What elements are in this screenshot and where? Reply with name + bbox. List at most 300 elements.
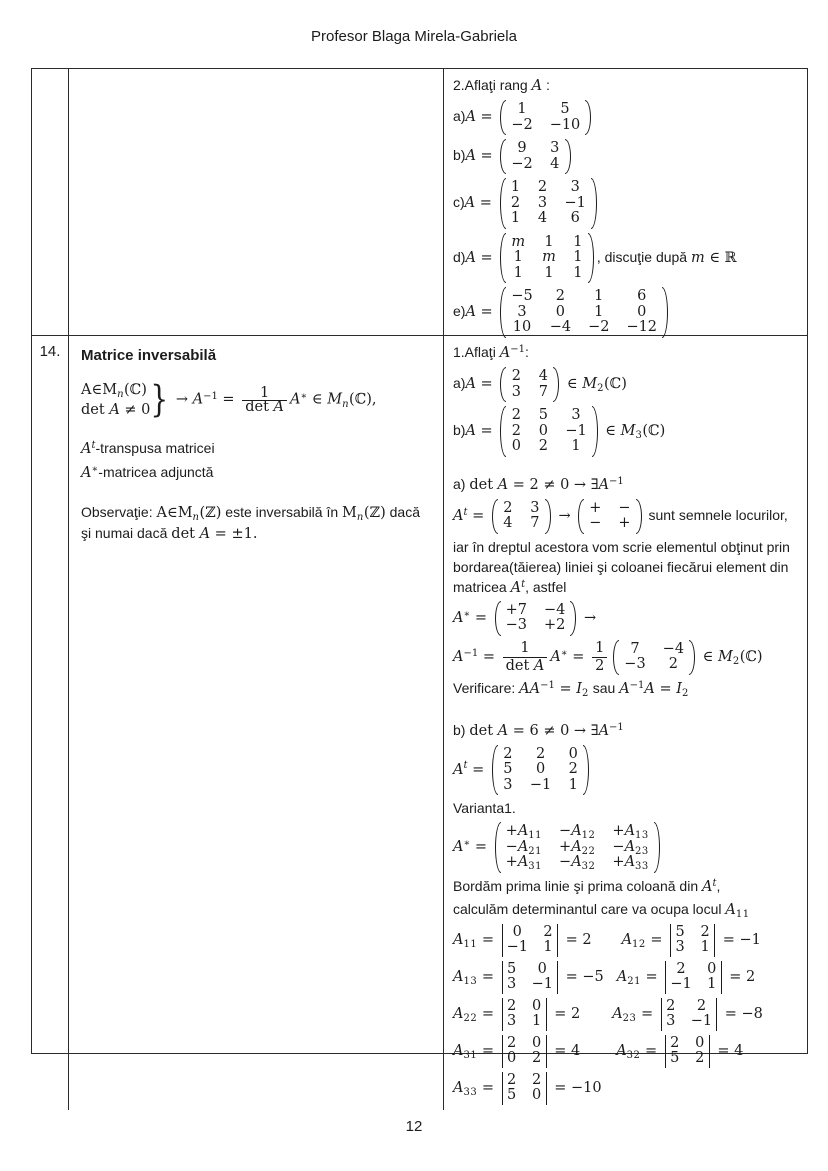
matrix-cell	[695, 1051, 705, 1067]
matrix	[500, 139, 570, 174]
matrix-entry: 1	[568, 776, 578, 793]
text-segment: det	[171, 526, 200, 542]
matrix-entry: 1	[510, 210, 521, 226]
row-number-cell	[32, 69, 69, 336]
matrix-entry: 2	[543, 923, 553, 940]
content-line	[453, 798, 801, 819]
matrix-entry: −4	[662, 640, 685, 657]
subscript: 11	[735, 908, 750, 920]
matrix-entry: 0	[531, 1087, 542, 1103]
matrix-cell	[511, 196, 521, 212]
matrix-cell	[530, 501, 540, 517]
matrix-cell	[544, 603, 565, 619]
matrix-cell	[707, 962, 717, 978]
text-segment: det	[469, 476, 498, 493]
text-segment: Varianta1.	[453, 800, 516, 816]
text-segment: calculăm determinantul care va ocupa locul	[453, 900, 726, 917]
matrix-cell	[511, 369, 521, 385]
bar-fence-r	[546, 998, 547, 1031]
matrix-entry: 1	[573, 233, 583, 250]
matrix-cell	[511, 424, 521, 440]
stacked-conditions	[81, 380, 150, 420]
matrix	[495, 822, 660, 873]
matrix-cell	[532, 1088, 542, 1104]
matrix-entry: 2	[511, 368, 521, 384]
paren-fence-r	[591, 178, 597, 229]
matrix-cell	[532, 1014, 542, 1030]
text-segment: det	[505, 657, 534, 674]
matrix-cell	[568, 762, 578, 778]
content-line	[453, 821, 801, 874]
subscript: 13	[463, 975, 478, 987]
text-segment: , astfel	[525, 578, 567, 595]
matrix-entry: 0	[568, 745, 578, 762]
matrix-cell	[511, 385, 521, 401]
text-segment: =	[475, 422, 498, 439]
matrix-cell	[618, 516, 630, 532]
text-segment: 1.Aflaţi	[453, 344, 500, 360]
matrix-entry: 1	[573, 249, 583, 265]
math-variable: A	[531, 78, 543, 94]
matrix-cell	[626, 320, 657, 336]
matrix-cell	[559, 824, 595, 840]
math-variable: A	[499, 345, 511, 361]
matrix-cell	[588, 289, 609, 305]
text-segment: = ±1.	[210, 526, 258, 542]
matrix-entry: 1	[707, 976, 717, 992]
content-line	[453, 177, 801, 230]
math-variable: A	[624, 854, 636, 870]
matrix-cell	[670, 1051, 680, 1067]
matrix-entry: 5	[503, 761, 513, 777]
matrix-entry: m	[511, 233, 526, 250]
paren-fence-r	[654, 822, 660, 873]
math-variable: A	[571, 823, 582, 839]
matrix-entry: 2	[568, 761, 578, 777]
matrix-cell	[506, 603, 527, 619]
matrix-cell	[507, 977, 517, 993]
matrix-cell	[511, 289, 532, 305]
matrix-cell	[542, 266, 556, 282]
exercises-cell	[444, 69, 807, 336]
matrix-entry: 2	[531, 1071, 542, 1088]
matrix-cell	[670, 977, 691, 993]
subscript: 31	[528, 861, 543, 872]
text-segment: 2.Aflaţi rang	[453, 77, 532, 93]
subscript: 3	[635, 429, 643, 441]
matrix-entry: 0	[637, 303, 647, 320]
text-segment: = −10	[549, 1079, 602, 1096]
matrix-entry: 1	[513, 249, 523, 265]
matrix-cell	[565, 180, 586, 196]
text-segment: (ℂ)	[124, 382, 147, 398]
matrix-entry: 5	[560, 101, 570, 117]
superscript: ∗	[560, 647, 568, 659]
matrix-cell	[507, 940, 528, 956]
matrix-cell	[511, 102, 532, 118]
text-segment: =	[654, 680, 677, 697]
content-line	[453, 498, 801, 535]
text-segment: ∈	[307, 391, 328, 408]
matrix-cell	[588, 305, 609, 321]
matrix-cell	[538, 385, 548, 401]
matrix	[613, 640, 695, 675]
content-line	[81, 438, 433, 460]
subscript: 12	[632, 938, 646, 950]
stack-row	[81, 400, 150, 420]
matrix-cell	[530, 516, 540, 532]
text-segment: = 2	[560, 931, 592, 948]
math-variable: A	[624, 838, 636, 855]
math-variable: A	[465, 422, 476, 439]
paren-fence-r	[588, 233, 594, 284]
matrix-cell	[503, 501, 513, 517]
math-variable: A	[517, 838, 529, 855]
matrix-entry: 0	[531, 1034, 542, 1051]
math-variable: AA	[519, 680, 541, 697]
matrix-cell	[568, 747, 578, 763]
matrix-entry: 5	[670, 1050, 680, 1066]
matrix-entry: 2	[535, 745, 546, 762]
text-segment: =	[470, 838, 492, 855]
matrix-entry: 1	[543, 939, 553, 955]
subscript: 32	[581, 861, 596, 872]
math-variable: A	[453, 968, 464, 985]
text-segment: (ℂ)	[739, 648, 763, 665]
matrix-entry: 0	[555, 303, 565, 320]
matrix-cell	[507, 962, 517, 978]
text-segment: ,	[716, 877, 721, 894]
text-segment: =	[470, 609, 492, 626]
matrix-cell	[565, 211, 586, 227]
subscript: n	[192, 512, 200, 523]
matrix-entry: 0	[537, 960, 547, 977]
matrix-cell	[707, 977, 717, 993]
matrix-entry: 7	[538, 383, 548, 400]
matrix-cell	[503, 762, 513, 778]
bar-fence-r	[716, 998, 717, 1031]
matrix-cell	[626, 305, 657, 321]
subscript: 2	[581, 687, 589, 699]
determinant	[665, 1035, 710, 1068]
math-variable: M	[718, 648, 733, 665]
text-segment: −	[559, 823, 572, 839]
text-segment: =	[477, 968, 499, 985]
text-segment: =	[645, 931, 668, 948]
text-segment: =	[640, 968, 663, 985]
matrix-entry: 5	[506, 960, 517, 977]
superscript: ∗	[463, 608, 471, 620]
text-segment: 1	[259, 384, 270, 401]
matrix-entry: 1	[531, 1013, 542, 1029]
matrix-entry: 2	[510, 194, 521, 211]
determinant	[670, 924, 715, 957]
text-segment: d)	[453, 248, 466, 265]
superscript: −1	[540, 679, 555, 691]
text-segment: ∈ ℝ	[704, 249, 737, 266]
text-segment: =	[475, 109, 498, 126]
text-segment: =	[477, 931, 499, 948]
text-segment: sunt semnele locurilor,	[644, 506, 788, 523]
math-variable: A	[598, 476, 610, 493]
text-segment: =	[640, 1042, 662, 1059]
matrix-cell	[511, 408, 521, 424]
matrix-entry: 2	[511, 422, 521, 439]
determinant	[502, 924, 558, 957]
math-variable: A	[619, 680, 630, 697]
text-segment: =	[636, 1005, 658, 1022]
matrix-entry: −2	[511, 116, 533, 133]
matrix-entry: 5	[506, 1087, 517, 1103]
paren-fence-r	[592, 406, 598, 457]
matrix-entry: 1	[544, 264, 554, 281]
matrix-cell	[544, 618, 565, 634]
fraction-numerator	[593, 640, 606, 657]
matrix-entry: 5	[538, 407, 548, 423]
matrix-entry: −	[618, 499, 631, 516]
subscript: 31	[463, 1049, 478, 1061]
matrix-cell	[530, 747, 551, 763]
text-segment: +	[612, 823, 625, 839]
matrix-entry: 1	[571, 438, 581, 454]
content-line	[453, 720, 801, 742]
math-variable: A	[624, 823, 636, 839]
matrix-entry: −3	[505, 617, 528, 633]
math-variable: A	[453, 507, 464, 524]
matrix-cell	[532, 1073, 542, 1089]
matrix-cell	[532, 999, 542, 1015]
matrix-entry: 1	[573, 264, 583, 281]
text-segment: Bordăm prima linie şi prima coloană din	[453, 877, 702, 894]
matrix	[495, 601, 577, 636]
subscript: 11	[463, 938, 478, 950]
matrix-cell	[530, 762, 551, 778]
text-segment: ∈	[698, 648, 718, 665]
superscript: ∗	[91, 464, 99, 475]
matrix-cell	[503, 747, 513, 763]
matrix-entry: 4	[550, 155, 560, 172]
matrix-entry: 2	[695, 1050, 705, 1066]
content-line	[81, 377, 433, 421]
matrix-entry: 1	[513, 264, 523, 281]
subscript: 22	[463, 1012, 478, 1024]
text-segment: :	[542, 77, 550, 93]
matrix-entry: 2	[506, 1034, 517, 1051]
paren-fence-r	[565, 139, 571, 174]
text-segment: (ℂ)	[642, 422, 666, 439]
subscript: n	[342, 398, 350, 410]
text-segment: ∈	[600, 422, 621, 439]
text-segment: = 4	[549, 1042, 581, 1059]
matrix	[500, 100, 591, 135]
text-segment: =	[217, 391, 240, 408]
matrix-cell	[538, 439, 548, 455]
content-line	[453, 923, 801, 958]
matrix-entry: 4	[503, 515, 513, 531]
math-variable: A	[571, 854, 582, 870]
matrix-cell	[506, 824, 542, 840]
text-segment: M	[342, 505, 357, 521]
math-variable: A	[453, 1042, 464, 1059]
matrix-cell	[507, 1014, 517, 1030]
matrix-entry: 3	[666, 1013, 676, 1029]
matrix	[500, 406, 597, 457]
matrix-entry: −2	[511, 155, 533, 172]
matrix-cell	[612, 855, 648, 871]
matrix-entry: 0	[538, 422, 548, 439]
content-line	[453, 744, 801, 797]
math-variable: A	[612, 1005, 623, 1022]
math-variable: I	[576, 680, 582, 697]
text-segment: dacă şi numai dacă	[81, 504, 420, 541]
determinant	[502, 1035, 547, 1068]
exercises-cell	[444, 336, 807, 1110]
subscript: 23	[622, 1012, 637, 1024]
matrix-entry: 3	[517, 303, 527, 320]
matrix-entry: 1	[517, 101, 527, 117]
matrix-entry: −4	[549, 319, 572, 335]
text-segment: =	[475, 194, 497, 211]
subscript: 12	[581, 830, 596, 841]
matrix	[492, 745, 589, 796]
matrix-entry: 2	[506, 997, 517, 1014]
matrix-entry: 3	[503, 776, 513, 793]
math-variable: A	[644, 680, 655, 697]
content-line	[453, 899, 801, 921]
matrix-cell	[663, 642, 684, 658]
math-variable: A	[725, 901, 736, 918]
matrix-cell	[511, 157, 532, 173]
subscript: n	[117, 389, 125, 400]
text-segment: a)	[453, 108, 466, 125]
matrix-cell	[507, 1088, 517, 1104]
math-variable: M	[620, 422, 636, 439]
text-segment: = 2	[724, 968, 756, 985]
matrix-cell	[511, 180, 521, 196]
matrix-entry: 1	[510, 179, 521, 195]
matrix-cell	[511, 211, 521, 227]
matrix-cell	[550, 320, 571, 336]
fraction-denominator	[503, 657, 548, 675]
text-segment: =	[467, 507, 489, 524]
subscript: 22	[581, 845, 596, 857]
superscript: t	[521, 578, 526, 590]
text-segment: +	[612, 854, 625, 870]
page-number: 12	[405, 1118, 423, 1135]
text-segment: b)	[453, 721, 470, 738]
math-variable: A	[453, 1079, 464, 1096]
subscript: 11	[528, 830, 543, 841]
matrix-cell	[550, 157, 560, 173]
matrix-entry: −1	[670, 976, 692, 992]
math-variable: A	[453, 761, 464, 778]
matrix-cell	[543, 940, 553, 956]
matrix-cell	[691, 999, 712, 1015]
math-variable: A	[109, 402, 120, 418]
text-segment: +	[505, 823, 518, 839]
text-segment: +	[559, 838, 572, 855]
matrix-cell	[506, 855, 542, 871]
matrix-entry: 3	[570, 179, 580, 195]
math-variable: A	[598, 722, 610, 739]
paren-fence-r	[585, 100, 591, 135]
matrix-entry: 1	[594, 303, 604, 320]
matrix-entry: 2	[511, 407, 521, 423]
matrix-entry: 7	[630, 640, 640, 657]
matrix-entry: 3	[511, 383, 521, 400]
matrix-cell	[675, 925, 685, 941]
matrix-cell	[559, 840, 595, 856]
math-variable: A	[465, 109, 476, 126]
matrix-cell	[538, 196, 548, 212]
matrix-entry: 0	[531, 997, 542, 1014]
text-segment: 2	[595, 657, 605, 674]
page-header: Profesor Blaga Mirela-Gabriela	[311, 28, 517, 45]
stack-row	[81, 380, 150, 400]
text-segment: = 2 ≠ 0 → ∃	[508, 476, 599, 493]
fraction	[242, 384, 287, 415]
matrix-cell	[573, 250, 583, 266]
text-segment: =	[475, 303, 498, 320]
matrix-cell	[538, 369, 548, 385]
matrix-cell	[612, 824, 648, 840]
determinant	[502, 1072, 547, 1105]
matrix-entry: −12	[626, 319, 658, 335]
text-segment: →	[553, 507, 576, 524]
subscript: 13	[635, 830, 649, 841]
math-variable: A	[465, 376, 476, 393]
matrix-cell	[511, 320, 532, 336]
matrix-cell	[568, 778, 578, 794]
content-line	[453, 474, 801, 496]
matrix-entry: 0	[512, 923, 522, 940]
matrix	[500, 287, 668, 338]
subscript: 2	[682, 687, 689, 699]
matrix-cell	[550, 289, 571, 305]
content-line	[81, 345, 433, 366]
text-segment: (ℂ),	[349, 391, 377, 408]
superscript: −1	[510, 344, 525, 355]
matrix-entry: 0	[707, 960, 717, 977]
content-line	[453, 537, 801, 598]
matrix-cell	[550, 118, 581, 134]
matrix-entry: −	[589, 515, 602, 531]
content-line	[453, 232, 801, 285]
subscript: 2	[732, 655, 740, 667]
matrix-entry: −4	[544, 601, 566, 618]
math-variable: A	[465, 148, 476, 165]
subscript: 32	[626, 1049, 641, 1061]
matrix-cell	[538, 211, 548, 227]
matrix-entry: 1	[544, 233, 554, 250]
superscript: t	[463, 760, 468, 772]
text-segment: b)	[453, 147, 466, 164]
matrix-cell	[542, 250, 556, 266]
matrix-cell	[695, 1036, 705, 1052]
matrix-cell	[542, 235, 556, 251]
text-segment: =	[475, 249, 498, 266]
text-segment: =	[477, 1005, 499, 1022]
matrix-entry: 2	[531, 1050, 542, 1066]
math-variable: M	[327, 391, 343, 408]
math-variable: A	[81, 465, 92, 481]
row-number-cell: 14.	[32, 336, 69, 1110]
superscript: −1	[609, 475, 624, 487]
matrix-entry: 2	[537, 179, 548, 195]
matrix-cell	[511, 118, 532, 134]
content-line	[453, 1034, 801, 1069]
text-segment: 1	[520, 639, 530, 656]
